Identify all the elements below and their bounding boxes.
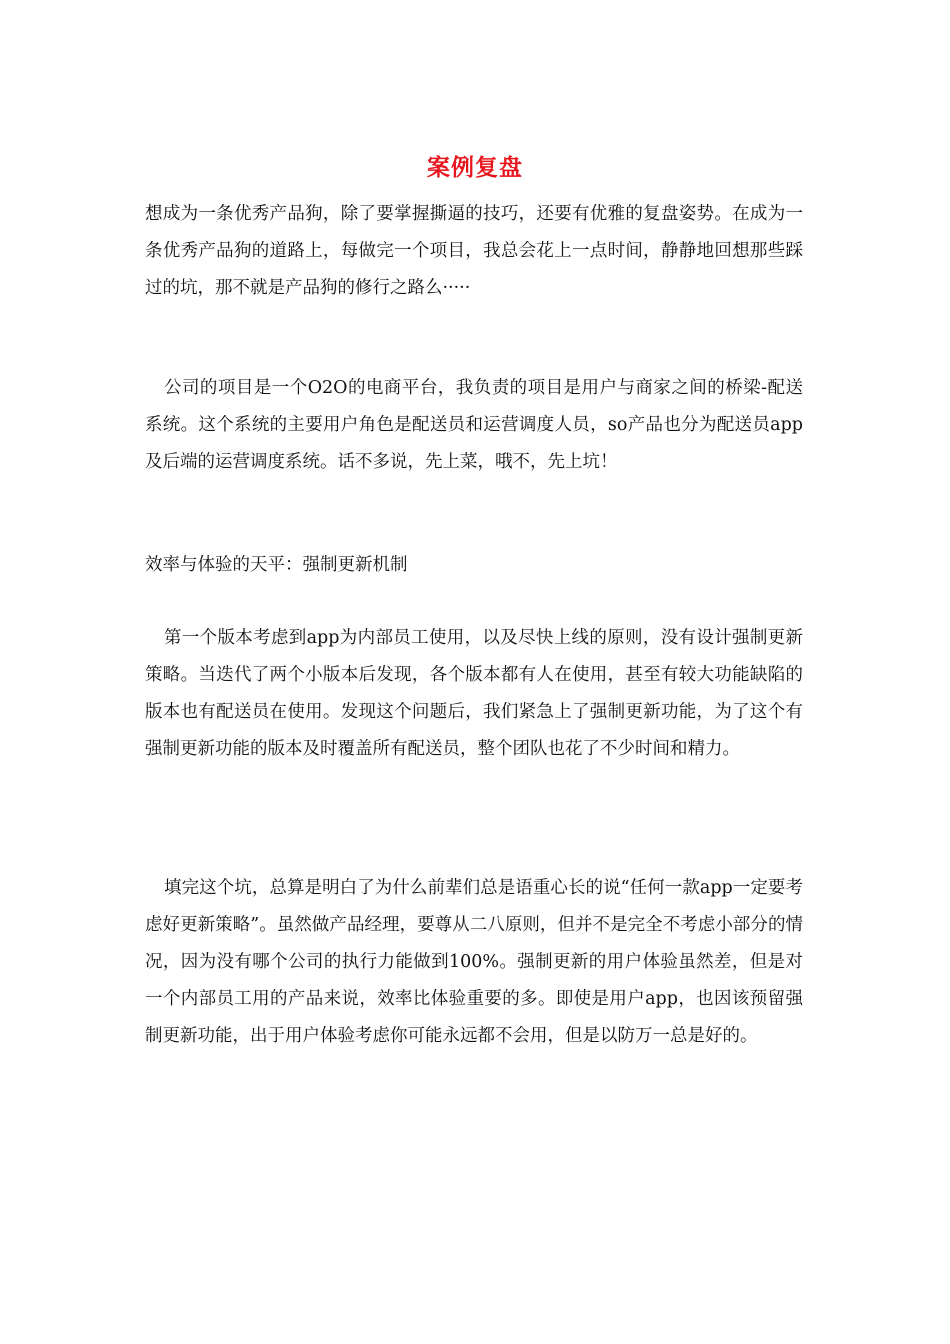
force-update-paragraph: 第一个版本考虑到app为内部员工使用，以及尽快上线的原则，没有设计强制更新策略。当迭代了两个小版本后发现，各个版本都有人在使用，甚至有较大功能缺陷的版本也有配送员在使用。发现这个问题后，我们紧急上了强制更新功能，为了这个有强制更新功能的版本及时覆盖所有配送员，整个团队也花了不少时间和精力。 [145,628,803,759]
project-paragraph: 公司的项目是一个O2O的电商平台，我负责的项目是用户与商家之间的桥梁-配送系统。这个系统的主要用户角色是配送员和运营调度人员，so产品也分为配送员app及后端的运营调度系统。话不多说，先上菜，哦不，先上坑！ [145,378,803,472]
document-title: 案例复盘 [427,154,523,181]
lesson-paragraph: 填完这个坑，总算是明白了为什么前辈们总是语重心长的说“任何一款app一定要考虑好更新策略”。虽然做产品经理，要尊从二八原则，但并不是完全不考虑小部分的情况，因为没有哪个公司的执行力能做到100%。强制更新的用户体验虽然差，但是对一个内部员工用的产品来说，效率比体验重要的多。即使是用户app，也因该预留强制更新功能，出于用户体验考虑你可能永远都不会用，但是以防万一总是好的。 [145,878,803,1046]
section-heading: 效率与体验的天平：强制更新机制 [145,555,408,575]
intro-paragraph: 想成为一条优秀产品狗，除了要掌握撕逼的技巧，还要有优雅的复盘姿势。在成为一条优秀产品狗的道路上，每做完一个项目，我总会花上一点时间，静静地回想那些踩过的坑，那不就是产品狗的修行之路么····· [145,204,803,298]
